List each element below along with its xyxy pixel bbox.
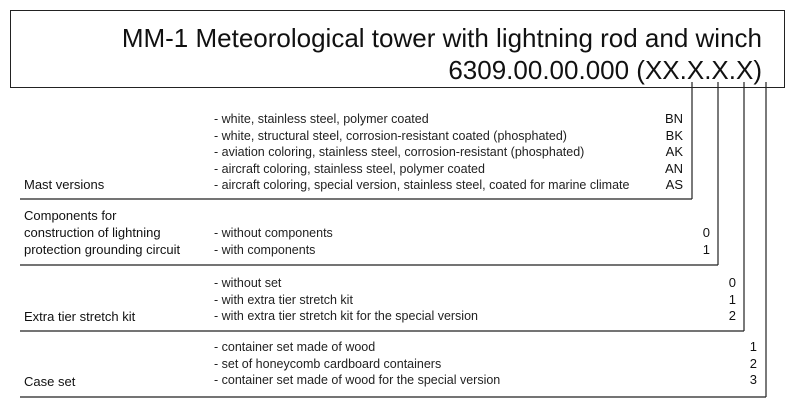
mast-versions-label: Mast versions xyxy=(24,177,105,192)
extra-tier-code-3: 2 xyxy=(728,308,736,323)
components-label-line-3: protection grounding circuit xyxy=(24,242,181,257)
mast-code-2: BK xyxy=(665,127,683,143)
product-code-pattern: 6309.00.00.000 (XX.X.X.X) xyxy=(448,55,762,85)
components-label-line-1: Components for xyxy=(24,208,117,223)
mast-option-3: - aviation coloring, stainless steel, corrosion-resistant (phosphated) xyxy=(214,145,585,159)
case-set-code-2: 2 xyxy=(749,355,757,371)
extra-tier-option-1: - without set xyxy=(214,276,282,290)
components-code-1: 0 xyxy=(702,225,710,240)
mast-option-1: - white, stainless steel, polymer coated xyxy=(214,112,429,126)
extra-tier-option-2: - with extra tier stretch kit xyxy=(214,292,353,307)
case-set-code-1: 1 xyxy=(749,339,757,354)
extra-tier-option-3: - with extra tier stretch kit for the special version xyxy=(214,309,478,323)
mast-option-5: - aircraft coloring, special version, stainless steel, coated for marine climate xyxy=(214,178,630,192)
mast-code-5: AS xyxy=(665,177,683,192)
extra-tier-label: Extra tier stretch kit xyxy=(24,309,136,324)
extra-tier-code-2: 1 xyxy=(728,291,736,307)
components-option-2: - with components xyxy=(214,242,316,257)
case-set-option-1: - container set made of wood xyxy=(214,340,376,354)
case-set-code-3: 3 xyxy=(749,372,757,387)
product-title: MM-1 Meteorological tower with lightning rod and winch xyxy=(121,23,762,53)
case-set-option-3: - container set made of wood for the special version xyxy=(214,373,501,387)
mast-code-3: AK xyxy=(665,144,683,159)
components-code-2: 1 xyxy=(702,241,710,257)
mast-code-1: BN xyxy=(664,111,683,126)
case-set-option-2: - set of honeycomb cardboard containers xyxy=(214,356,442,371)
components-label-line-2: construction of lightning xyxy=(24,225,161,240)
mast-option-4: - aircraft coloring, stainless steel, polymer coated xyxy=(214,161,485,176)
mast-option-2: - white, structural steel, corrosion-resistant coated (phosphated) xyxy=(214,128,567,143)
mast-code-4: AN xyxy=(664,160,683,176)
components-option-1: - without components xyxy=(214,226,333,240)
case-set-label: Case set xyxy=(24,374,76,389)
extra-tier-code-1: 0 xyxy=(728,275,736,290)
